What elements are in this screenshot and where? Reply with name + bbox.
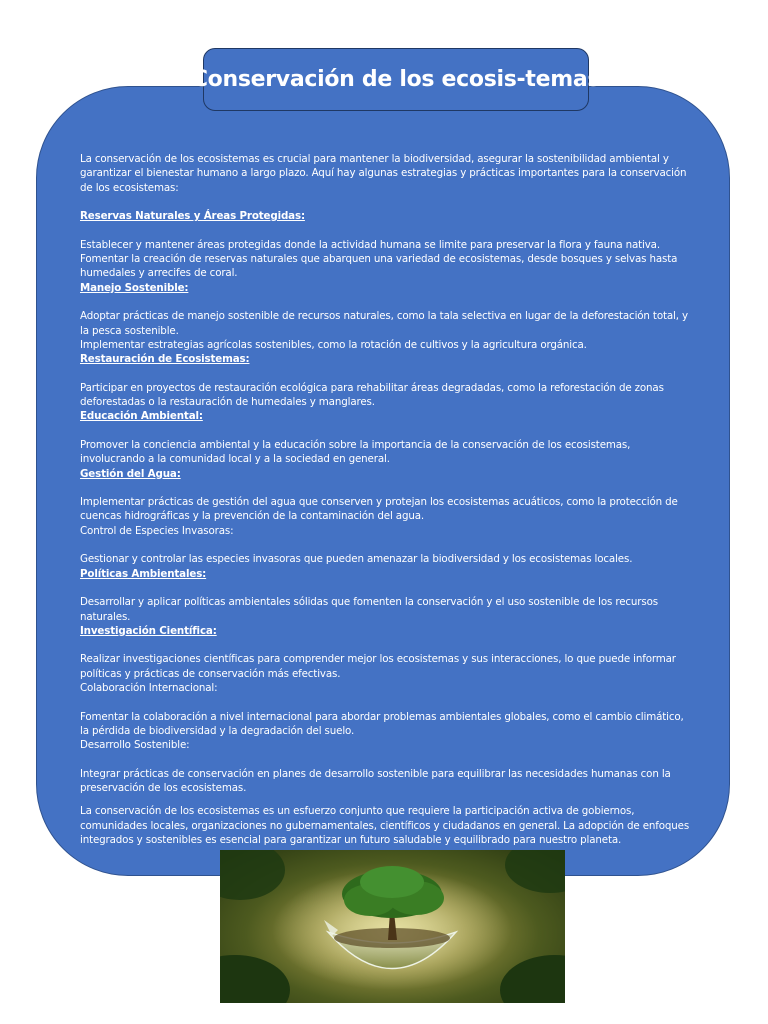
section-line: Adoptar prácticas de manejo sostenible de recursos naturales, como la tala selectiva en lugar de la deforestación total, y la pesca sostenible.: [80, 310, 688, 337]
section-line: Participar en proyectos de restauración ecológica para rehabilitar áreas degradadas, como la reforestación de zonas deforestadas o la restauración de humedales y manglares.: [80, 381, 664, 409]
section-line: Integrar prácticas de conservación en planes de desarrollo sostenible para equilibrar las necesidades humanas con la preservación de los ecosistemas.: [80, 767, 671, 795]
section-line: Colaboración Internacional:: [80, 681, 218, 694]
section-heading: Educación Ambiental:: [80, 410, 203, 423]
tree-illustration: [220, 850, 565, 1003]
section-line: Establecer y mantener áreas protegidas donde la actividad humana se limite para preservar la flora y fauna nativa.: [80, 238, 660, 251]
section-line: Implementar estrategias agrícolas sostenibles, como la rotación de cultivos y la agricultura orgánica.: [80, 338, 587, 351]
intro-paragraph: La conservación de los ecosistemas es crucial para mantener la biodiversidad, asegurar la sostenibilidad ambiental y garantizar el bienestar humano a largo plazo. Aquí hay algunas estrategias y prácticas importantes para la conservación de los ecosistemas:: [80, 153, 687, 194]
tree-in-glass-sphere-image: [220, 850, 565, 1003]
section-heading: Gestión del Agua:: [80, 467, 181, 480]
section-line: Desarrollo Sostenible:: [80, 739, 190, 752]
section-line: Control de Especies Invasoras:: [80, 524, 234, 537]
page-title: Conservación de los ecosis-temas: [191, 67, 601, 92]
section-line: Desarrollar y aplicar políticas ambientales sólidas que fomenten la conservación y el uso sostenible de los recursos naturales.: [80, 596, 658, 623]
section-line: Fomentar la creación de reservas naturales que abarquen una variedad de ecosistemas, desde bosques y selvas hasta humedales y arrecifes de coral.: [80, 253, 678, 280]
section-heading: Investigación Científica:: [80, 624, 217, 637]
title-box: [191, 48, 601, 111]
body-text: [80, 152, 692, 847]
section-line: Promover la conciencia ambiental y la educación sobre la importancia de la conservación de los ecosistemas, involucrando a la comunidad local y a la sociedad en general.: [80, 438, 631, 466]
section-heading: Restauración de Ecosistemas:: [80, 353, 250, 366]
section-line: Fomentar la colaboración a nivel internacional para abordar problemas ambientales globales, como el cambio climático, la pérdida de biodiversidad y la degradación del suelo.: [80, 710, 684, 737]
conclusion-paragraph: La conservación de los ecosistemas es un esfuerzo conjunto que requiere la participación activa de gobiernos, comunidades locales, organizaciones no gubernamentales, científicos y ciudadanos en general. La adopción de enfoques integrados y sostenibles es esencial para garantizar un futuro saludable y equilibrado para nuestro planeta.: [80, 805, 690, 846]
section-heading: Políticas Ambientales:: [80, 567, 207, 580]
section-heading: Reservas Naturales y Áreas Protegidas:: [80, 210, 305, 223]
section-line: Realizar investigaciones científicas para comprender mejor los ecosistemas y sus interacciones, lo que puede informar políticas y prácticas de conservación más efectivas.: [80, 653, 676, 680]
section-line: Implementar prácticas de gestión del agua que conserven y protejan los ecosistemas acuáticos, como la protección de cuencas hidrográficas y la prevención de la contaminación del agua.: [80, 496, 678, 523]
section-line: Gestionar y controlar las especies invasoras que pueden amenazar la biodiversidad y los ecosistemas locales.: [80, 553, 633, 566]
section-heading: Manejo Sostenible:: [80, 281, 189, 294]
